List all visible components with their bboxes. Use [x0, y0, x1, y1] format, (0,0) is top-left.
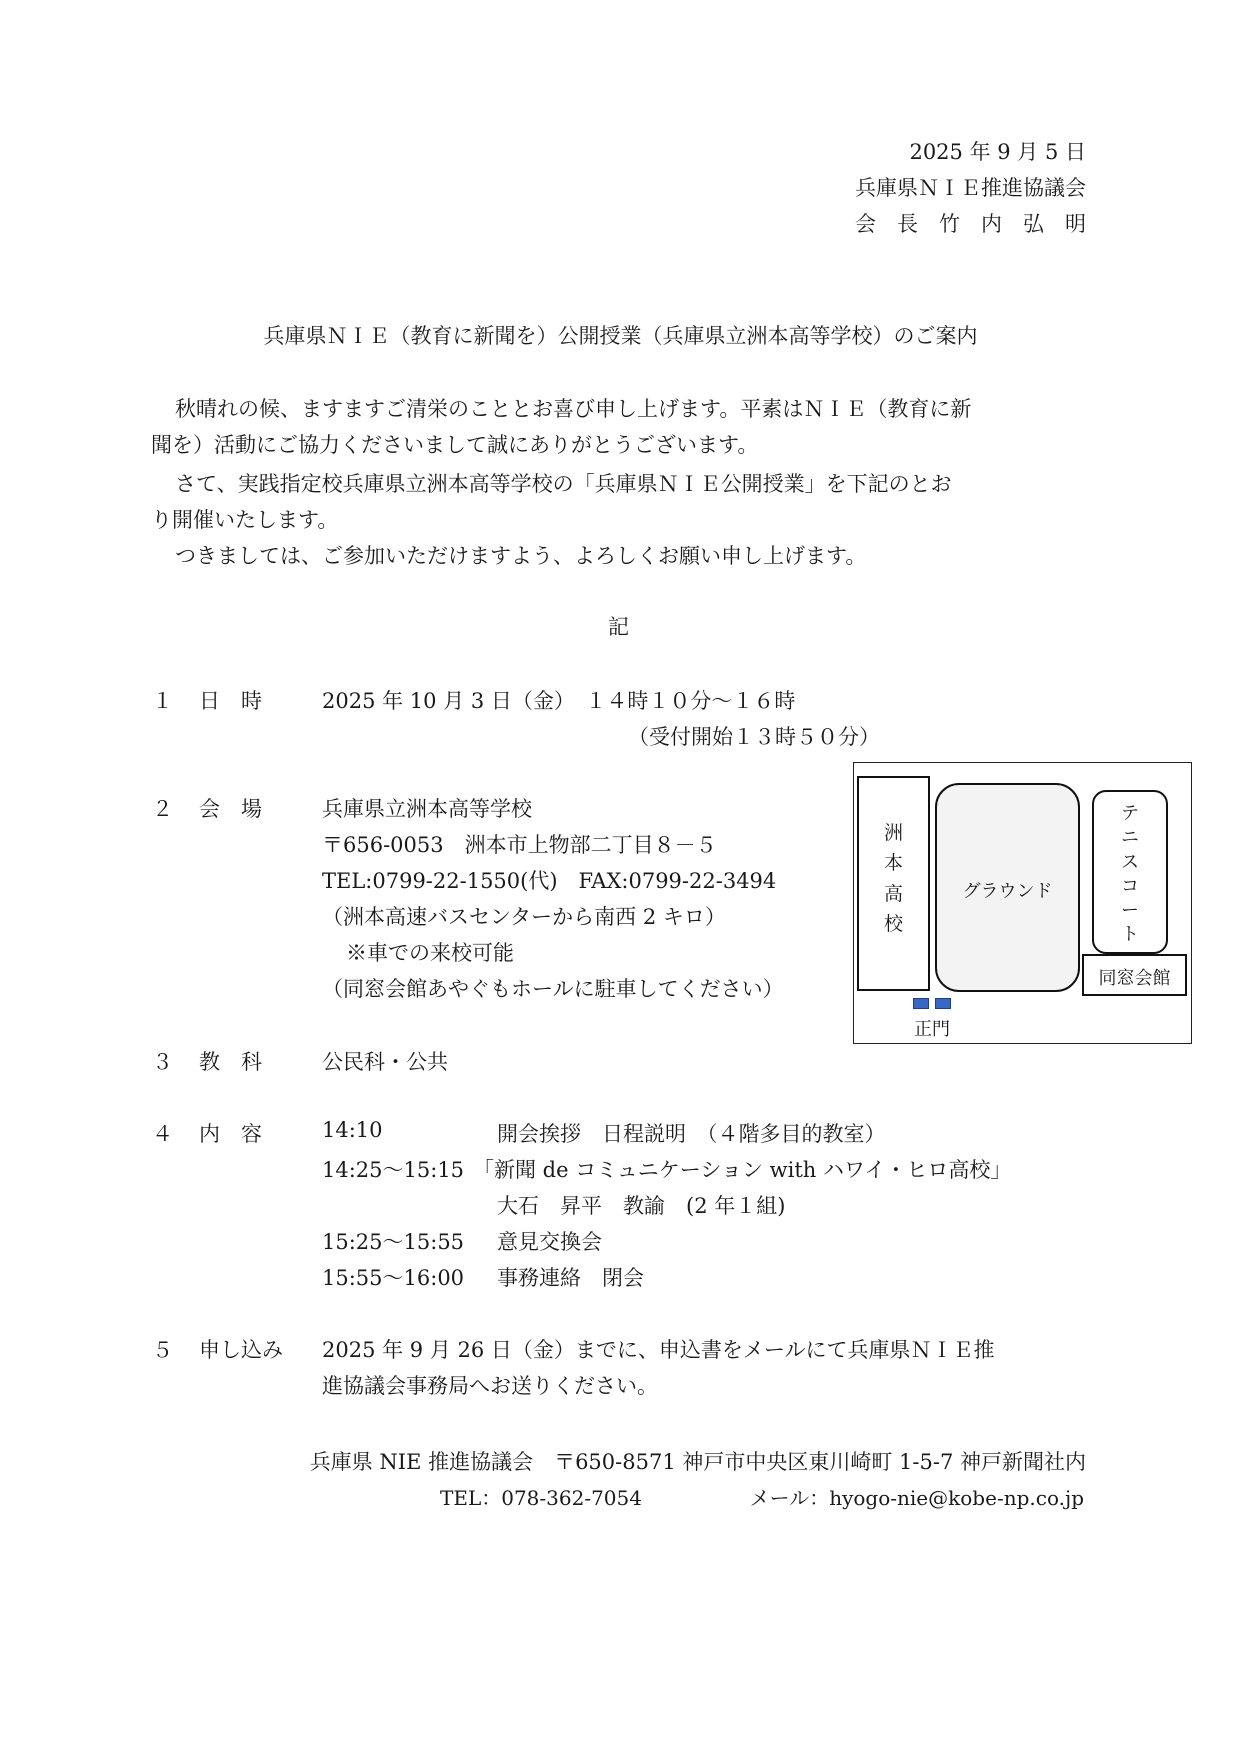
- datetime-value: 2025 年 10 月 3 日（金） １４時１０分～１６時: [322, 689, 796, 713]
- schedule-desc: 意見交換会: [497, 1230, 602, 1254]
- schedule-time: 15:55～16:00: [322, 1266, 465, 1290]
- schedule-time: 15:25～15:55: [322, 1230, 465, 1254]
- schedule-desc: 開会挨拶 日程説明 （４階多目的教室）: [497, 1122, 886, 1146]
- item-number-1: １: [152, 689, 173, 713]
- car-note: ※車での来校可能: [346, 941, 514, 965]
- map-gate-marker: [935, 998, 951, 1009]
- map-school-char: 校: [883, 913, 903, 936]
- item-number-5: ５: [152, 1338, 173, 1362]
- map-tennis-char: テ: [1121, 803, 1139, 824]
- map-alumni-hall-label: 同窓会館: [1098, 968, 1171, 989]
- item-label-datetime: 日 時: [199, 689, 262, 713]
- item-label-venue: 会 場: [199, 797, 262, 821]
- schedule-desc: 「新聞 de コミュニケーション with ハワイ・ヒロ高校」: [473, 1158, 1012, 1182]
- sender-chairman: 会 長 竹 内 弘 明: [855, 212, 1086, 236]
- document-title: 兵庫県ＮＩＥ（教育に新聞を）公開授業（兵庫県立洲本高等学校）のご案内: [263, 324, 978, 348]
- map-school-building: [857, 776, 930, 991]
- item-label-content: 内 容: [199, 1122, 262, 1146]
- map-alumni-hall: [1082, 954, 1187, 996]
- map-tennis-char: ー: [1121, 900, 1139, 922]
- request-line: つきましては、ご参加いただけますよう、よろしくお願い申し上げます。: [175, 544, 867, 568]
- map-tennis-court: [1092, 790, 1168, 954]
- campus-map: [853, 762, 1192, 1044]
- map-school-char: 高: [883, 882, 903, 905]
- venue-contact: TEL:0799-22-1550(代) FAX:0799-22-3494: [322, 869, 777, 893]
- item-number-2: ２: [152, 797, 173, 821]
- document-date: 2025 年 9 月 5 日: [909, 140, 1086, 164]
- subject-value: 公民科・公共: [322, 1050, 448, 1074]
- announcement-line-1: さて、実践指定校兵庫県立洲本高等学校の「兵庫県ＮＩＥ公開授業」を下記のとお: [175, 472, 952, 496]
- schedule-desc: 事務連絡 閉会: [497, 1266, 644, 1290]
- announcement-line-2: り開催いたします。: [151, 508, 339, 532]
- schedule-time: 14:10: [322, 1118, 383, 1142]
- map-school-char: 洲: [883, 822, 903, 844]
- item-label-subject: 教 科: [199, 1050, 262, 1074]
- contact-email[interactable]: メール：hyogo-nie@kobe-np.co.jp: [749, 1486, 1084, 1510]
- map-tennis-char: コ: [1121, 875, 1139, 897]
- venue-address: 〒656-0053 洲本市上物部二丁目８－５: [322, 833, 717, 857]
- venue-name: 兵庫県立洲本高等学校: [322, 797, 532, 821]
- item-number-3: ３: [152, 1050, 173, 1074]
- application-line-1: 2025 年 9 月 26 日（金）までに、申込書をメールにて兵庫県ＮＩＥ推: [322, 1338, 995, 1362]
- contact-address: 兵庫県 NIE 推進協議会 〒650-8571 神戸市中央区東川崎町 1-5-7 神戸新聞社内: [309, 1450, 1086, 1474]
- contact-tel: TEL：078-362-7054: [440, 1486, 642, 1510]
- venue-directions: （洲本高速バスセンターから南西 2 キロ）: [322, 905, 726, 929]
- parking-note: （同窓会館あやぐもホールに駐車してください）: [322, 977, 784, 1001]
- map-main-gate-label: 正門: [914, 1019, 950, 1040]
- schedule-teacher: 大石 昇平 教諭 (2 年１組): [497, 1194, 786, 1218]
- item-number-4: ４: [152, 1122, 173, 1146]
- map-ground: [935, 783, 1080, 992]
- schedule-time: 14:25～15:15: [322, 1158, 465, 1182]
- map-ground-label: グラウンド: [962, 881, 1053, 902]
- map-school-char: 本: [883, 852, 903, 875]
- item-label-application: 申し込み: [199, 1338, 283, 1362]
- sender-organization: 兵庫県ＮＩＥ推進協議会: [855, 176, 1086, 200]
- map-tennis-char: ト: [1121, 924, 1139, 946]
- map-tennis-char: ニ: [1121, 827, 1139, 849]
- map-gate-marker: [913, 998, 929, 1009]
- ki-heading: 記: [608, 615, 629, 639]
- map-tennis-char: ス: [1121, 851, 1139, 873]
- greeting-line-2: 聞を）活動にご協力くださいまして誠にありがとうございます。: [151, 433, 759, 457]
- application-line-2: 進協議会事務局へお送りください。: [322, 1374, 658, 1398]
- greeting-line-1: 秋晴れの候、ますますご清栄のこととお喜び申し上げます。平素はＮＩＥ（教育に新: [175, 397, 972, 421]
- reception-start: （受付開始１３時５０分）: [628, 725, 880, 749]
